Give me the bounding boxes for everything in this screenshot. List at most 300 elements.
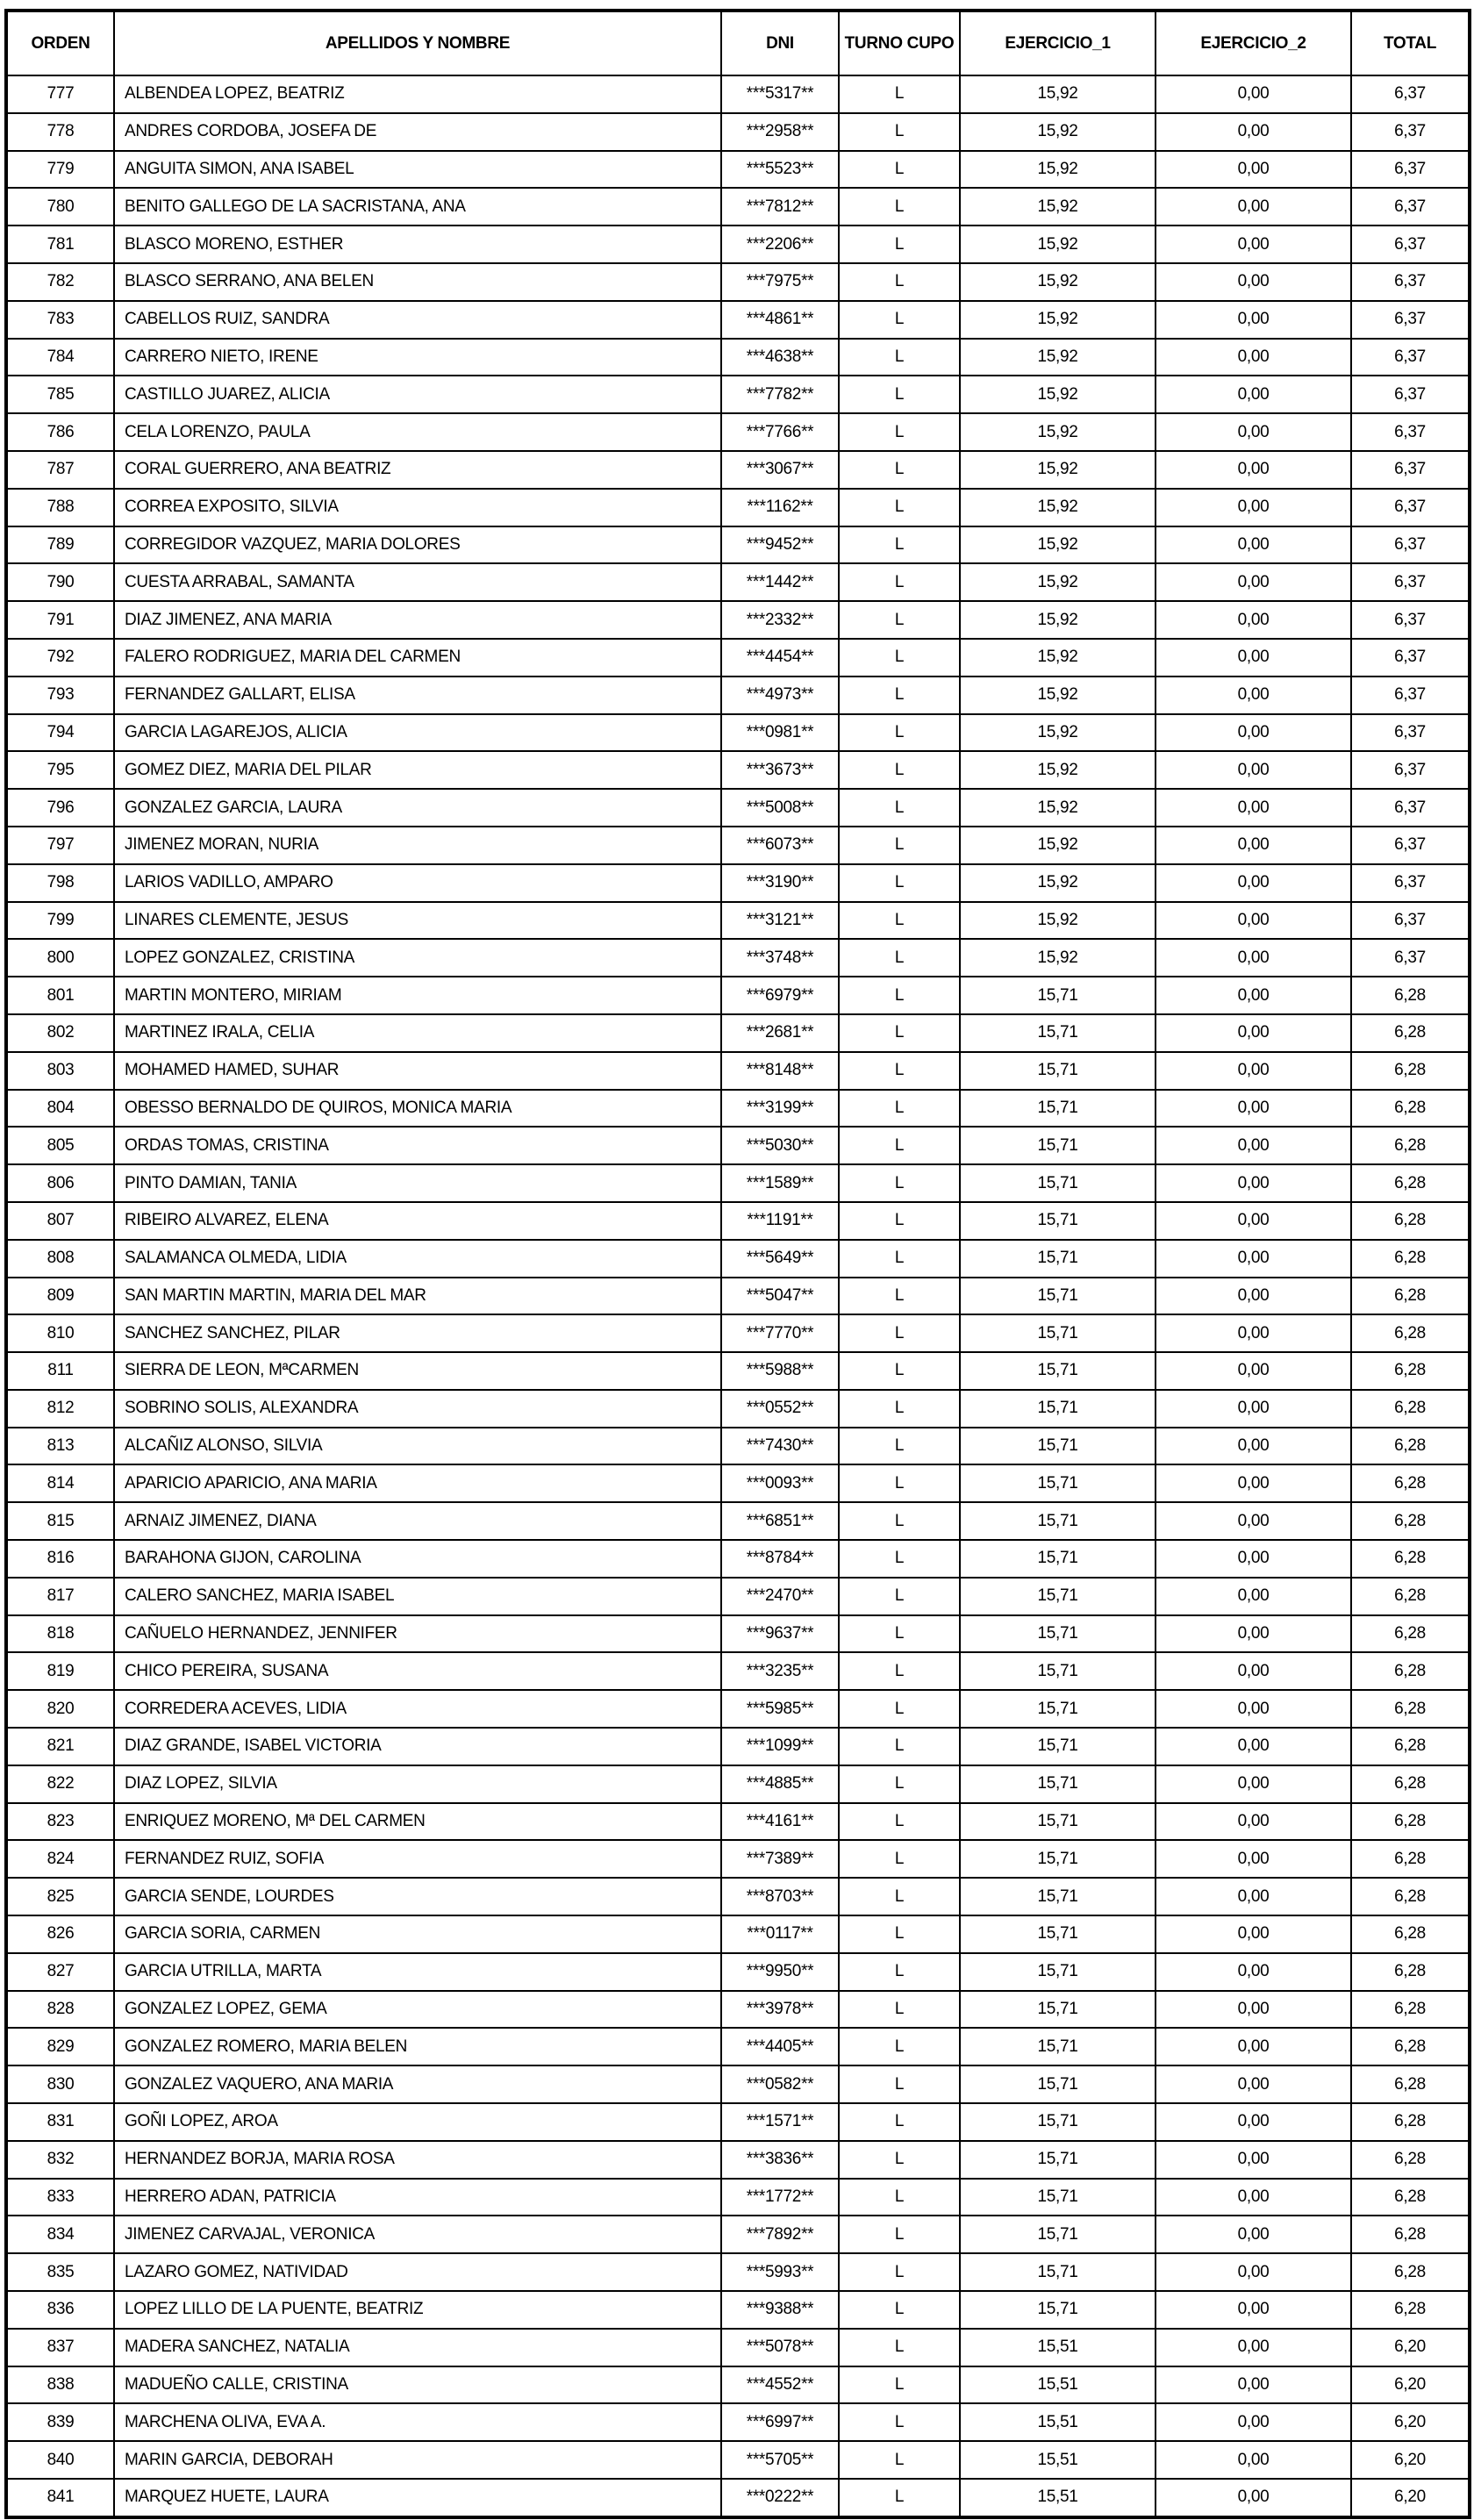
- cell-dni: ***1442**: [721, 563, 839, 601]
- cell-dni: ***5523**: [721, 151, 839, 189]
- cell-orden: 794: [6, 714, 114, 752]
- cell-ejercicio1: 15,71: [960, 1652, 1156, 1690]
- table-row: [6, 939, 1470, 977]
- cell-dni: ***4973**: [721, 677, 839, 714]
- cell-dni: ***0552**: [721, 1390, 839, 1428]
- table-row: [6, 902, 1470, 940]
- table-row: [6, 489, 1470, 526]
- cell-dni: ***0981**: [721, 714, 839, 752]
- cell-apellidos: ALCAÑIZ ALONSO, SILVIA: [114, 1428, 721, 1465]
- cell-orden: 832: [6, 2141, 114, 2179]
- cell-ejercicio2: 0,00: [1156, 1090, 1351, 1128]
- table-row: [6, 376, 1470, 413]
- cell-ejercicio1: 15,92: [960, 601, 1156, 639]
- cell-apellidos: GARCIA UTRILLA, MARTA: [114, 1953, 721, 1991]
- cell-total: 6,37: [1351, 376, 1470, 413]
- cell-dni: ***9950**: [721, 1953, 839, 1991]
- cell-total: 6,28: [1351, 2065, 1470, 2103]
- cell-dni: ***8148**: [721, 1052, 839, 1090]
- cell-apellidos: GONZALEZ ROMERO, MARIA BELEN: [114, 2028, 721, 2065]
- cell-ejercicio2: 0,00: [1156, 939, 1351, 977]
- cell-ejercicio2: 0,00: [1156, 1540, 1351, 1578]
- table-row: [6, 977, 1470, 1014]
- table-row: [6, 1915, 1470, 1953]
- cell-ejercicio1: 15,71: [960, 1578, 1156, 1615]
- table-row: [6, 301, 1470, 339]
- cell-ejercicio1: 15,92: [960, 451, 1156, 489]
- cell-apellidos: CORAL GUERRERO, ANA BEATRIZ: [114, 451, 721, 489]
- cell-orden: 826: [6, 1915, 114, 1953]
- cell-apellidos: ORDAS TOMAS, CRISTINA: [114, 1127, 721, 1164]
- table-row: [6, 677, 1470, 714]
- cell-ejercicio1: 15,92: [960, 639, 1156, 677]
- cell-ejercicio2: 0,00: [1156, 2329, 1351, 2366]
- cell-turno-cupo: L: [839, 1690, 960, 1728]
- table-row: [6, 2103, 1470, 2141]
- cell-apellidos: MARIN GARCIA, DEBORAH: [114, 2441, 721, 2479]
- cell-turno-cupo: L: [839, 714, 960, 752]
- cell-orden: 833: [6, 2179, 114, 2216]
- cell-turno-cupo: L: [839, 2329, 960, 2366]
- cell-turno-cupo: L: [839, 977, 960, 1014]
- cell-total: 6,28: [1351, 1878, 1470, 1915]
- cell-orden: 800: [6, 939, 114, 977]
- cell-ejercicio2: 0,00: [1156, 413, 1351, 451]
- cell-ejercicio2: 0,00: [1156, 376, 1351, 413]
- cell-ejercicio2: 0,00: [1156, 1803, 1351, 1841]
- cell-total: 6,28: [1351, 1803, 1470, 1841]
- cell-apellidos: CARRERO NIETO, IRENE: [114, 339, 721, 376]
- table-row: [6, 1991, 1470, 2029]
- cell-orden: 814: [6, 1464, 114, 1502]
- cell-total: 6,37: [1351, 339, 1470, 376]
- cell-apellidos: DIAZ GRANDE, ISABEL VICTORIA: [114, 1728, 721, 1765]
- cell-ejercicio2: 0,00: [1156, 75, 1351, 113]
- cell-turno-cupo: L: [839, 1540, 960, 1578]
- cell-orden: 781: [6, 226, 114, 263]
- cell-apellidos: CABELLOS RUIZ, SANDRA: [114, 301, 721, 339]
- cell-apellidos: SAN MARTIN MARTIN, MARIA DEL MAR: [114, 1278, 721, 1315]
- cell-total: 6,28: [1351, 1202, 1470, 1240]
- cell-total: 6,20: [1351, 2479, 1470, 2517]
- cell-apellidos: SIERRA DE LEON, MªCARMEN: [114, 1352, 721, 1390]
- cell-total: 6,28: [1351, 2179, 1470, 2216]
- table-row: [6, 1352, 1470, 1390]
- cell-ejercicio2: 0,00: [1156, 1728, 1351, 1765]
- cell-ejercicio2: 0,00: [1156, 902, 1351, 940]
- cell-dni: ***7766**: [721, 413, 839, 451]
- cell-turno-cupo: L: [839, 1615, 960, 1653]
- cell-dni: ***3067**: [721, 451, 839, 489]
- cell-ejercicio1: 15,71: [960, 1728, 1156, 1765]
- cell-orden: 825: [6, 1878, 114, 1915]
- cell-apellidos: PINTO DAMIAN, TANIA: [114, 1164, 721, 1202]
- table-row: [6, 413, 1470, 451]
- table-row: [6, 563, 1470, 601]
- cell-ejercicio2: 0,00: [1156, 714, 1351, 752]
- table-row: [6, 226, 1470, 263]
- cell-dni: ***3235**: [721, 1652, 839, 1690]
- cell-orden: 820: [6, 1690, 114, 1728]
- cell-ejercicio1: 15,71: [960, 1840, 1156, 1878]
- cell-ejercicio2: 0,00: [1156, 1765, 1351, 1803]
- cell-apellidos: MARQUEZ HUETE, LAURA: [114, 2479, 721, 2517]
- cell-total: 6,28: [1351, 1127, 1470, 1164]
- cell-dni: ***4552**: [721, 2366, 839, 2404]
- cell-orden: 790: [6, 563, 114, 601]
- cell-turno-cupo: L: [839, 2403, 960, 2441]
- cell-ejercicio2: 0,00: [1156, 1240, 1351, 1278]
- cell-turno-cupo: L: [839, 2216, 960, 2253]
- cell-turno-cupo: L: [839, 1314, 960, 1352]
- cell-total: 6,28: [1351, 2141, 1470, 2179]
- cell-turno-cupo: L: [839, 677, 960, 714]
- cell-turno-cupo: L: [839, 1352, 960, 1390]
- cell-apellidos: SOBRINO SOLIS, ALEXANDRA: [114, 1390, 721, 1428]
- cell-dni: ***5317**: [721, 75, 839, 113]
- cell-orden: 811: [6, 1352, 114, 1390]
- cell-apellidos: OBESSO BERNALDO DE QUIROS, MONICA MARIA: [114, 1090, 721, 1128]
- cell-apellidos: HERNANDEZ BORJA, MARIA ROSA: [114, 2141, 721, 2179]
- cell-ejercicio1: 15,92: [960, 226, 1156, 263]
- cell-ejercicio2: 0,00: [1156, 1390, 1351, 1428]
- cell-turno-cupo: L: [839, 113, 960, 151]
- cell-orden: 809: [6, 1278, 114, 1315]
- table-row: [6, 2253, 1470, 2291]
- table-row: [6, 789, 1470, 827]
- cell-ejercicio2: 0,00: [1156, 339, 1351, 376]
- cell-turno-cupo: L: [839, 1428, 960, 1465]
- cell-ejercicio1: 15,71: [960, 2216, 1156, 2253]
- cell-apellidos: BARAHONA GIJON, CAROLINA: [114, 1540, 721, 1578]
- cell-total: 6,28: [1351, 2216, 1470, 2253]
- column-header-turno-cupo: TURNO CUPO: [839, 11, 960, 75]
- cell-apellidos: FALERO RODRIGUEZ, MARIA DEL CARMEN: [114, 639, 721, 677]
- cell-ejercicio2: 0,00: [1156, 1578, 1351, 1615]
- table-row: [6, 2291, 1470, 2329]
- cell-apellidos: GONZALEZ LOPEZ, GEMA: [114, 1991, 721, 2029]
- cell-orden: 777: [6, 75, 114, 113]
- cell-total: 6,37: [1351, 263, 1470, 301]
- cell-ejercicio1: 15,51: [960, 2441, 1156, 2479]
- cell-turno-cupo: L: [839, 751, 960, 789]
- cell-orden: 801: [6, 977, 114, 1014]
- cell-turno-cupo: L: [839, 1202, 960, 1240]
- cell-apellidos: GOÑI LOPEZ, AROA: [114, 2103, 721, 2141]
- table-row: [6, 601, 1470, 639]
- cell-ejercicio1: 15,71: [960, 1202, 1156, 1240]
- cell-turno-cupo: L: [839, 1502, 960, 1540]
- cell-orden: 785: [6, 376, 114, 413]
- cell-total: 6,37: [1351, 902, 1470, 940]
- cell-total: 6,37: [1351, 451, 1470, 489]
- cell-dni: ***3748**: [721, 939, 839, 977]
- cell-orden: 787: [6, 451, 114, 489]
- table-row: [6, 1578, 1470, 1615]
- cell-ejercicio2: 0,00: [1156, 1502, 1351, 1540]
- cell-total: 6,37: [1351, 301, 1470, 339]
- cell-dni: ***8784**: [721, 1540, 839, 1578]
- table-row: [6, 1052, 1470, 1090]
- cell-turno-cupo: L: [839, 563, 960, 601]
- cell-ejercicio1: 15,92: [960, 113, 1156, 151]
- cell-ejercicio1: 15,71: [960, 1615, 1156, 1653]
- cell-dni: ***8703**: [721, 1878, 839, 1915]
- cell-dni: ***2958**: [721, 113, 839, 151]
- cell-turno-cupo: L: [839, 2028, 960, 2065]
- cell-total: 6,37: [1351, 864, 1470, 902]
- cell-apellidos: BLASCO MORENO, ESTHER: [114, 226, 721, 263]
- cell-ejercicio2: 0,00: [1156, 1127, 1351, 1164]
- cell-dni: ***9452**: [721, 526, 839, 564]
- table-row: [6, 2479, 1470, 2517]
- cell-ejercicio1: 15,92: [960, 413, 1156, 451]
- cell-dni: ***7975**: [721, 263, 839, 301]
- cell-total: 6,28: [1351, 1052, 1470, 1090]
- cell-ejercicio1: 15,92: [960, 526, 1156, 564]
- cell-total: 6,28: [1351, 1728, 1470, 1765]
- table-row: [6, 1502, 1470, 1540]
- cell-turno-cupo: L: [839, 2441, 960, 2479]
- cell-turno-cupo: L: [839, 2141, 960, 2179]
- cell-dni: ***6979**: [721, 977, 839, 1014]
- cell-ejercicio2: 0,00: [1156, 1428, 1351, 1465]
- cell-ejercicio1: 15,71: [960, 1915, 1156, 1953]
- cell-turno-cupo: L: [839, 188, 960, 226]
- cell-turno-cupo: L: [839, 1127, 960, 1164]
- table-row: [6, 1878, 1470, 1915]
- table-row: [6, 2329, 1470, 2366]
- cell-apellidos: LAZARO GOMEZ, NATIVIDAD: [114, 2253, 721, 2291]
- cell-turno-cupo: L: [839, 1464, 960, 1502]
- cell-ejercicio2: 0,00: [1156, 526, 1351, 564]
- cell-dni: ***3121**: [721, 902, 839, 940]
- cell-apellidos: MARCHENA OLIVA, EVA A.: [114, 2403, 721, 2441]
- table-row: [6, 2366, 1470, 2404]
- table-row: [6, 639, 1470, 677]
- cell-dni: ***1571**: [721, 2103, 839, 2141]
- cell-turno-cupo: L: [839, 451, 960, 489]
- cell-orden: 784: [6, 339, 114, 376]
- cell-turno-cupo: L: [839, 2479, 960, 2517]
- results-table: [4, 9, 1471, 2519]
- cell-dni: ***1589**: [721, 1164, 839, 1202]
- cell-ejercicio1: 15,71: [960, 1803, 1156, 1841]
- table-row: [6, 526, 1470, 564]
- cell-orden: 837: [6, 2329, 114, 2366]
- cell-turno-cupo: L: [839, 789, 960, 827]
- column-header-apellidos: APELLIDOS Y NOMBRE: [114, 11, 721, 75]
- cell-orden: 807: [6, 1202, 114, 1240]
- table-row: [6, 2403, 1470, 2441]
- cell-dni: ***5047**: [721, 1278, 839, 1315]
- cell-ejercicio1: 15,71: [960, 1052, 1156, 1090]
- cell-turno-cupo: L: [839, 1991, 960, 2029]
- cell-dni: ***2681**: [721, 1014, 839, 1052]
- cell-orden: 778: [6, 113, 114, 151]
- cell-apellidos: RIBEIRO ALVAREZ, ELENA: [114, 1202, 721, 1240]
- cell-ejercicio1: 15,71: [960, 1953, 1156, 1991]
- cell-turno-cupo: L: [839, 827, 960, 864]
- cell-ejercicio1: 15,71: [960, 1428, 1156, 1465]
- cell-apellidos: DIAZ LOPEZ, SILVIA: [114, 1765, 721, 1803]
- cell-orden: 841: [6, 2479, 114, 2517]
- cell-apellidos: MARTIN MONTERO, MIRIAM: [114, 977, 721, 1014]
- cell-turno-cupo: L: [839, 1803, 960, 1841]
- cell-orden: 805: [6, 1127, 114, 1164]
- cell-ejercicio2: 0,00: [1156, 1953, 1351, 1991]
- cell-ejercicio2: 0,00: [1156, 151, 1351, 189]
- cell-dni: ***9637**: [721, 1615, 839, 1653]
- cell-total: 6,37: [1351, 75, 1470, 113]
- cell-orden: 835: [6, 2253, 114, 2291]
- cell-orden: 828: [6, 1991, 114, 2029]
- cell-ejercicio2: 0,00: [1156, 1878, 1351, 1915]
- cell-total: 6,28: [1351, 1240, 1470, 1278]
- cell-total: 6,28: [1351, 1090, 1470, 1128]
- table-row: [6, 751, 1470, 789]
- cell-orden: 815: [6, 1502, 114, 1540]
- cell-total: 6,28: [1351, 1390, 1470, 1428]
- cell-dni: ***4161**: [721, 1803, 839, 1841]
- table-row: [6, 263, 1470, 301]
- cell-orden: 793: [6, 677, 114, 714]
- cell-ejercicio1: 15,71: [960, 1765, 1156, 1803]
- cell-turno-cupo: L: [839, 1390, 960, 1428]
- cell-ejercicio2: 0,00: [1156, 1052, 1351, 1090]
- cell-ejercicio1: 15,71: [960, 1991, 1156, 2029]
- cell-ejercicio1: 15,92: [960, 188, 1156, 226]
- cell-total: 6,37: [1351, 151, 1470, 189]
- table-row: [6, 1690, 1470, 1728]
- cell-turno-cupo: L: [839, 2291, 960, 2329]
- table-row: [6, 75, 1470, 113]
- table-row: [6, 1953, 1470, 1991]
- cell-apellidos: LOPEZ LILLO DE LA PUENTE, BEATRIZ: [114, 2291, 721, 2329]
- cell-dni: ***1099**: [721, 1728, 839, 1765]
- cell-dni: ***6997**: [721, 2403, 839, 2441]
- cell-ejercicio1: 15,92: [960, 789, 1156, 827]
- cell-ejercicio2: 0,00: [1156, 601, 1351, 639]
- cell-apellidos: CALERO SANCHEZ, MARIA ISABEL: [114, 1578, 721, 1615]
- cell-total: 6,37: [1351, 413, 1470, 451]
- table-row: [6, 2028, 1470, 2065]
- cell-ejercicio1: 15,92: [960, 75, 1156, 113]
- cell-turno-cupo: L: [839, 1915, 960, 1953]
- cell-dni: ***6851**: [721, 1502, 839, 1540]
- cell-turno-cupo: L: [839, 413, 960, 451]
- table-row: [6, 1202, 1470, 1240]
- cell-dni: ***1772**: [721, 2179, 839, 2216]
- cell-turno-cupo: L: [839, 1164, 960, 1202]
- cell-apellidos: JIMENEZ CARVAJAL, VERONICA: [114, 2216, 721, 2253]
- cell-dni: ***5030**: [721, 1127, 839, 1164]
- cell-apellidos: CORREGIDOR VAZQUEZ, MARIA DOLORES: [114, 526, 721, 564]
- cell-dni: ***3199**: [721, 1090, 839, 1128]
- cell-dni: ***7812**: [721, 188, 839, 226]
- results-table-body: [6, 75, 1470, 2517]
- cell-ejercicio2: 0,00: [1156, 2253, 1351, 2291]
- cell-dni: ***4885**: [721, 1765, 839, 1803]
- cell-total: 6,28: [1351, 1915, 1470, 1953]
- cell-orden: 779: [6, 151, 114, 189]
- cell-total: 6,28: [1351, 1840, 1470, 1878]
- cell-ejercicio2: 0,00: [1156, 1014, 1351, 1052]
- cell-ejercicio2: 0,00: [1156, 639, 1351, 677]
- cell-total: 6,28: [1351, 1953, 1470, 1991]
- cell-turno-cupo: L: [839, 1652, 960, 1690]
- cell-dni: ***0222**: [721, 2479, 839, 2517]
- cell-ejercicio2: 0,00: [1156, 1278, 1351, 1315]
- cell-orden: 838: [6, 2366, 114, 2404]
- cell-ejercicio1: 15,71: [960, 1164, 1156, 1202]
- cell-dni: ***7389**: [721, 1840, 839, 1878]
- cell-ejercicio2: 0,00: [1156, 2103, 1351, 2141]
- cell-dni: ***5078**: [721, 2329, 839, 2366]
- cell-ejercicio1: 15,92: [960, 263, 1156, 301]
- cell-dni: ***4638**: [721, 339, 839, 376]
- cell-turno-cupo: L: [839, 339, 960, 376]
- cell-apellidos: ALBENDEA LOPEZ, BEATRIZ: [114, 75, 721, 113]
- cell-dni: ***7430**: [721, 1428, 839, 1465]
- cell-total: 6,28: [1351, 1540, 1470, 1578]
- cell-ejercicio2: 0,00: [1156, 113, 1351, 151]
- cell-apellidos: SANCHEZ SANCHEZ, PILAR: [114, 1314, 721, 1352]
- cell-total: 6,28: [1351, 2253, 1470, 2291]
- cell-total: 6,28: [1351, 2028, 1470, 2065]
- cell-total: 6,28: [1351, 1164, 1470, 1202]
- cell-dni: ***5705**: [721, 2441, 839, 2479]
- cell-ejercicio1: 15,92: [960, 301, 1156, 339]
- cell-turno-cupo: L: [839, 226, 960, 263]
- cell-orden: 812: [6, 1390, 114, 1428]
- cell-turno-cupo: L: [839, 1278, 960, 1315]
- cell-dni: ***5993**: [721, 2253, 839, 2291]
- cell-orden: 817: [6, 1578, 114, 1615]
- cell-dni: ***7782**: [721, 376, 839, 413]
- cell-orden: 829: [6, 2028, 114, 2065]
- cell-apellidos: CHICO PEREIRA, SUSANA: [114, 1652, 721, 1690]
- cell-ejercicio2: 0,00: [1156, 2441, 1351, 2479]
- cell-ejercicio2: 0,00: [1156, 827, 1351, 864]
- cell-dni: ***3190**: [721, 864, 839, 902]
- cell-apellidos: APARICIO APARICIO, ANA MARIA: [114, 1464, 721, 1502]
- cell-ejercicio2: 0,00: [1156, 1991, 1351, 2029]
- cell-ejercicio2: 0,00: [1156, 1652, 1351, 1690]
- cell-total: 6,28: [1351, 1014, 1470, 1052]
- cell-ejercicio1: 15,51: [960, 2366, 1156, 2404]
- cell-ejercicio1: 15,71: [960, 1278, 1156, 1315]
- cell-apellidos: ARNAIZ JIMENEZ, DIANA: [114, 1502, 721, 1540]
- cell-ejercicio1: 15,92: [960, 714, 1156, 752]
- cell-turno-cupo: L: [839, 301, 960, 339]
- cell-total: 6,37: [1351, 714, 1470, 752]
- cell-total: 6,37: [1351, 113, 1470, 151]
- cell-total: 6,28: [1351, 1652, 1470, 1690]
- cell-dni: ***5985**: [721, 1690, 839, 1728]
- cell-apellidos: LARIOS VADILLO, AMPARO: [114, 864, 721, 902]
- cell-ejercicio1: 15,71: [960, 2065, 1156, 2103]
- cell-ejercicio1: 15,51: [960, 2329, 1156, 2366]
- cell-ejercicio1: 15,71: [960, 977, 1156, 1014]
- cell-ejercicio1: 15,92: [960, 339, 1156, 376]
- cell-ejercicio2: 0,00: [1156, 188, 1351, 226]
- cell-ejercicio1: 15,71: [960, 1352, 1156, 1390]
- cell-ejercicio1: 15,71: [960, 1540, 1156, 1578]
- table-row: [6, 2441, 1470, 2479]
- cell-total: 6,28: [1351, 1690, 1470, 1728]
- cell-orden: 813: [6, 1428, 114, 1465]
